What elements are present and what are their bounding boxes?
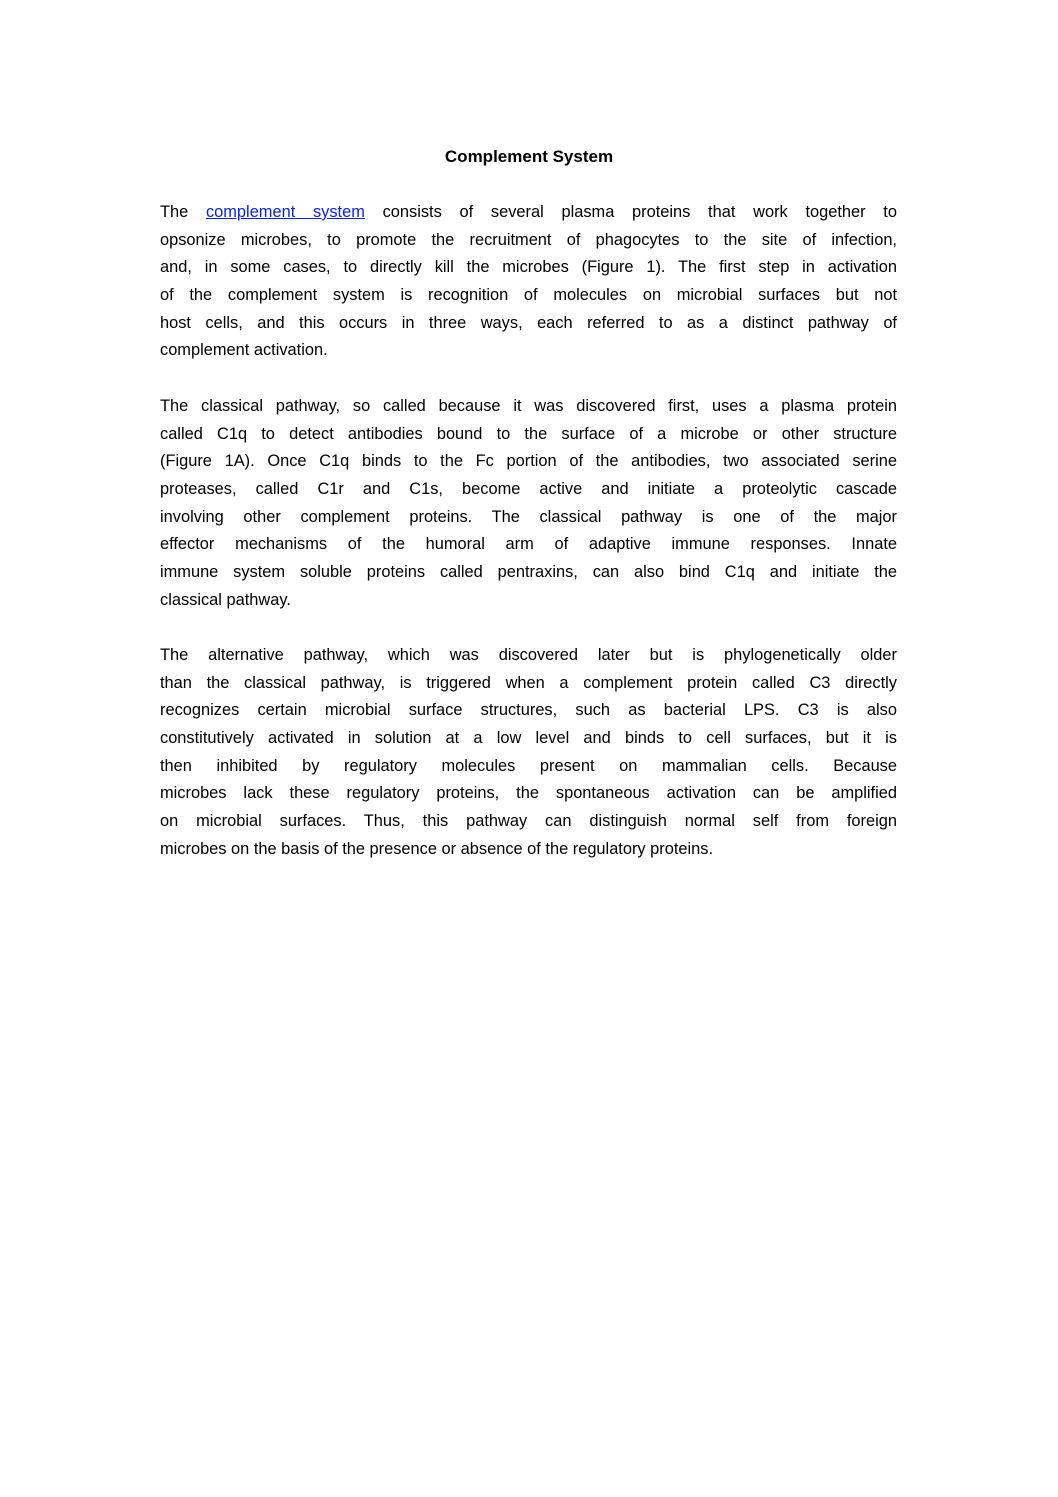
text-line: recognizes certain microbial surface structures, such as bacterial LPS. C3 is also bbox=[160, 701, 897, 720]
text-line: and, in some cases, to directly kill the microbes (Figure 1). The first step in activation bbox=[160, 258, 897, 277]
document-body bbox=[160, 199, 897, 891]
text-line: of the complement system is recognition of molecules on microbial surfaces but not bbox=[160, 286, 897, 305]
text-line: complement activation. bbox=[160, 341, 328, 360]
text-line: involving other complement proteins. The classical pathway is one of the major bbox=[160, 507, 897, 526]
text-line: opsonize microbes, to promote the recruitment of phagocytes to the site of infection, bbox=[160, 230, 897, 249]
paragraph-complement-intro bbox=[160, 199, 897, 365]
text-line: than the classical pathway, is triggered when a complement protein called C3 directly bbox=[160, 673, 897, 692]
complement-system-link[interactable]: complement system bbox=[205, 203, 365, 221]
text-line: microbes on the basis of the presence or absence of the regulatory proteins. bbox=[160, 839, 714, 858]
text-line: (Figure 1A). Once C1q binds to the Fc portion of the antibodies, two associated serine bbox=[160, 452, 897, 471]
text-segment: The bbox=[160, 203, 206, 221]
text-line: effector mechanisms of the humoral arm of adaptive immune responses. Innate bbox=[160, 535, 897, 554]
text-line bbox=[160, 199, 897, 227]
text-line: constitutively activated in solution at a low level and binds to cell surfaces, but it is bbox=[160, 729, 897, 748]
text-line: then inhibited by regulatory molecules present on mammalian cells. Because bbox=[160, 756, 897, 775]
paragraph-classical-pathway bbox=[160, 393, 897, 615]
text-segment: consists of several plasma proteins that work together to bbox=[364, 203, 897, 221]
text-line: microbes lack these regulatory proteins, the spontaneous activation can be amplified bbox=[160, 784, 897, 803]
text-line: on microbial surfaces. Thus, this pathway can distinguish normal self from foreign bbox=[160, 812, 897, 831]
paragraph-alternative-pathway bbox=[160, 642, 897, 864]
text-line: proteases, called C1r and C1s, become active and initiate a proteolytic cascade bbox=[160, 479, 897, 498]
text-line: called C1q to detect antibodies bound to the surface of a microbe or other structure bbox=[160, 424, 897, 443]
text-line: classical pathway. bbox=[160, 590, 291, 609]
document-title: Complement System bbox=[444, 147, 614, 166]
text-line: immune system soluble proteins called pentraxins, can also bind C1q and initiate the bbox=[160, 562, 897, 581]
text-line: host cells, and this occurs in three ways, each referred to as a distinct pathway of bbox=[160, 313, 897, 332]
text-line: The classical pathway, so called because it was discovered first, uses a plasma protein bbox=[160, 396, 897, 415]
text-line: The alternative pathway, which was discovered later but is phylogenetically older bbox=[160, 646, 897, 664]
